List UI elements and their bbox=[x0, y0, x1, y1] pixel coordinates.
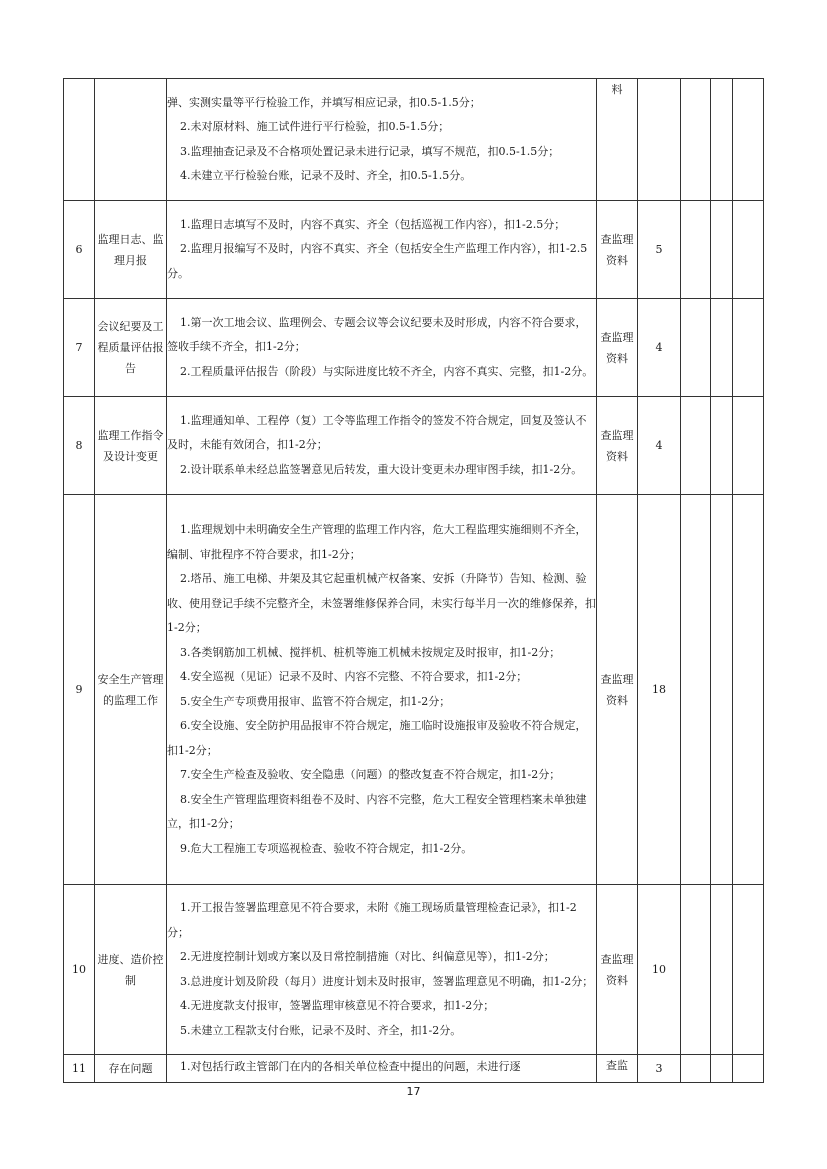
actual-score-cell bbox=[711, 885, 733, 1055]
actual-score-cell bbox=[711, 397, 733, 495]
actual-score-cell bbox=[711, 1055, 733, 1083]
criterion-text: 2.无进度控制计划或方案以及日常控制措施（对比、纠偏意见等），扣1-2分； bbox=[180, 950, 555, 963]
item-name: 监理工作指令及设计变更 bbox=[95, 397, 167, 495]
row-number bbox=[64, 79, 95, 201]
remark-cell bbox=[733, 299, 764, 397]
score-value: 10 bbox=[638, 885, 681, 1055]
criterion-text: 1.开工报告签署监理意见不符合要求，未附《施工现场质量管理检查记录》，扣1-2分； bbox=[167, 901, 577, 939]
criterion-text: 3.总进度计划及阶段（每月）进度计划未及时报审，签署监理意见不明确，扣1-2分； bbox=[180, 974, 594, 988]
table-row bbox=[64, 885, 764, 1055]
score-value: 4 bbox=[638, 397, 681, 495]
criteria-cell bbox=[167, 1055, 597, 1083]
criterion-text: 4.未建立平行检验台账，记录不及时、齐全，扣0.5-1.5分。 bbox=[180, 169, 472, 182]
criterion-text: 2.未对原材料、施工试件进行平行检验，扣0.5-1.5分； bbox=[180, 120, 450, 133]
table-row bbox=[64, 495, 764, 885]
row-number: 10 bbox=[64, 885, 95, 1055]
item-name bbox=[95, 79, 167, 201]
item-name: 会议纪要及工程质量评估报告 bbox=[95, 299, 167, 397]
deduction-cell bbox=[681, 495, 711, 885]
score-value bbox=[638, 79, 681, 201]
row-number: 9 bbox=[64, 495, 95, 885]
criterion-text: 5.未建立工程款支付台账，记录不及时、齐全，扣1-2分。 bbox=[180, 1023, 462, 1037]
row-number: 7 bbox=[64, 299, 95, 397]
criterion-text: 1.对包括行政主管部门在内的各相关单位检查中提出的问题，未进行逐 bbox=[180, 1060, 521, 1073]
deduction-cell bbox=[681, 397, 711, 495]
scoring-table bbox=[63, 78, 764, 1083]
row-number: 11 bbox=[64, 1055, 95, 1083]
criterion-text: 3.监理抽查记录及不合格项处置记录未进行记录，填写不规范，扣0.5-1.5分； bbox=[180, 144, 560, 158]
table-body bbox=[64, 79, 764, 1083]
check-method: 查监理资料 bbox=[597, 397, 638, 495]
criteria-cell bbox=[167, 495, 597, 885]
score-value: 18 bbox=[638, 495, 681, 885]
criterion-text: 4.安全巡视（见证）记录不及时、内容不完整、不符合要求，扣1-2分； bbox=[180, 670, 528, 683]
table-row bbox=[64, 299, 764, 397]
criterion-text: 1.第一次工地会议、监理例会、专题会议等会议纪要未及时形成，内容不符合要求，签收手续不齐全，扣1-2分； bbox=[167, 315, 587, 354]
table-row bbox=[64, 201, 764, 299]
check-method: 查监理资料 bbox=[597, 885, 638, 1055]
item-name: 监理日志、监理月报 bbox=[95, 201, 167, 299]
criterion-text: 7.安全生产检查及验收、安全隐患（问题）的整改复查不符合规定，扣1-2分； bbox=[180, 768, 561, 781]
remark-cell bbox=[733, 397, 764, 495]
check-method: 料 bbox=[597, 79, 638, 201]
actual-score-cell bbox=[711, 201, 733, 299]
remark-cell bbox=[733, 495, 764, 885]
actual-score-cell bbox=[711, 79, 733, 201]
criterion-text: 9.危大工程施工专项巡视检查、验收不符合规定，扣1-2分。 bbox=[180, 841, 473, 855]
criterion-text: 4.无进度款支付报审，签署监理审核意见不符合要求，扣1-2分； bbox=[180, 999, 495, 1012]
deduction-cell bbox=[681, 79, 711, 201]
page-number: 17 bbox=[406, 1085, 421, 1098]
check-method: 查监 bbox=[597, 1055, 638, 1083]
criterion-text: 1.监理日志填写不及时，内容不真实、齐全（包括巡视工作内容），扣1-2.5分； bbox=[180, 217, 566, 231]
criterion-text: 2.塔吊、施工电梯、井架及其它起重机械产权备案、安拆（升降节）告知、检测、验收、使用登记手续不完整齐全，未签署维修保养合同，未实行每半月一次的维修保养，扣1-2分； bbox=[167, 572, 596, 634]
score-value: 3 bbox=[638, 1055, 681, 1083]
deduction-cell bbox=[681, 201, 711, 299]
row-number: 8 bbox=[64, 397, 95, 495]
criterion-text: 1.监理规划中未明确安全生产管理的监理工作内容，危大工程监理实施细则不齐全，编制、审批程序不符合要求，扣1-2分； bbox=[167, 523, 587, 561]
criterion-text: 2.工程质量评估报告（阶段）与实际进度比较不齐全，内容不真实、完整，扣1-2分。 bbox=[180, 364, 594, 378]
score-value: 4 bbox=[638, 299, 681, 397]
row-number: 6 bbox=[64, 201, 95, 299]
score-value: 5 bbox=[638, 201, 681, 299]
criterion-text: 弹、实测实量等平行检验工作，并填写相应记录，扣0.5-1.5分； bbox=[167, 95, 481, 109]
item-name: 进度、造价控制 bbox=[95, 885, 167, 1055]
item-name: 安全生产管理的监理工作 bbox=[95, 495, 167, 885]
deduction-cell bbox=[681, 1055, 711, 1083]
criterion-text: 5.安全生产专项费用报审、监管不符合规定，扣1-2分； bbox=[180, 694, 451, 708]
check-method: 查监理资料 bbox=[597, 299, 638, 397]
remark-cell bbox=[733, 79, 764, 201]
actual-score-cell bbox=[711, 495, 733, 885]
criterion-text: 3.各类钢筋加工机械、搅拌机、桩机等施工机械未按规定及时报审，扣1-2分； bbox=[180, 645, 561, 659]
table-row bbox=[64, 79, 764, 201]
criteria-cell bbox=[167, 397, 597, 495]
criterion-text: 6.安全设施、安全防护用品报审不符合规定，施工临时设施报审及验收不符合规定，扣1-2分； bbox=[167, 719, 587, 757]
criteria-cell bbox=[167, 885, 597, 1055]
criteria-cell bbox=[167, 201, 597, 299]
criterion-text: 2.监理月报编写不及时，内容不真实、齐全（包括安全生产监理工作内容），扣1-2.5分。 bbox=[167, 242, 588, 280]
table-row bbox=[64, 1055, 764, 1083]
check-method: 查监理资料 bbox=[597, 495, 638, 885]
remark-cell bbox=[733, 1055, 764, 1083]
criterion-text: 8.安全生产管理监理资料组卷不及时、内容不完整，危大工程安全管理档案未单独建立，扣1-2分； bbox=[167, 792, 587, 830]
criteria-cell bbox=[167, 79, 597, 201]
table-row bbox=[64, 397, 764, 495]
criterion-text: 1.监理通知单、工程停（复）工令等监理工作指令的签发不符合规定，回复及签认不及时，未能有效闭合，扣1-2分； bbox=[167, 413, 587, 452]
deduction-cell bbox=[681, 885, 711, 1055]
item-name: 存在问题 bbox=[95, 1055, 167, 1083]
check-method: 查监理资料 bbox=[597, 201, 638, 299]
remark-cell bbox=[733, 201, 764, 299]
criterion-text: 2.设计联系单未经总监签署意见后转发，重大设计变更未办理审图手续，扣1-2分。 bbox=[180, 462, 583, 476]
remark-cell bbox=[733, 885, 764, 1055]
deduction-cell bbox=[681, 299, 711, 397]
actual-score-cell bbox=[711, 299, 733, 397]
criteria-cell bbox=[167, 299, 597, 397]
